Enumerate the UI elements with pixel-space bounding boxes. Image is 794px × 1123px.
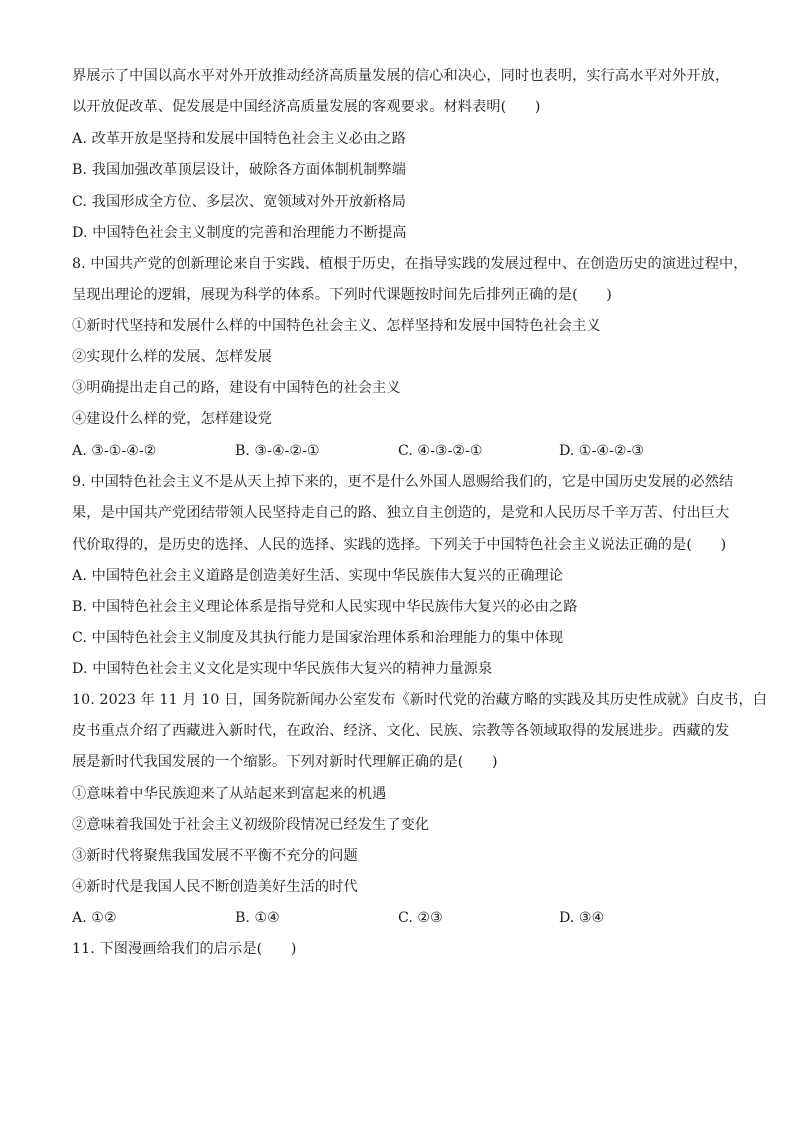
question-8-item: ③明确提出走自己的路，建设有中国特色的社会主义: [72, 380, 401, 396]
question-10-options: [72, 908, 732, 928]
option-c: C. ④-③-②-①: [398, 443, 483, 459]
answer-option: D. 中国特色社会主义文化是实现中华民族伟大复兴的精神力量源泉: [72, 661, 493, 677]
question-10-stem-line: 皮书重点介绍了西藏进入新时代，在政治、经济、文化、民族、宗教等各领域取得的发展进步。西藏的发: [72, 723, 730, 739]
option-b: B. ①④: [235, 910, 280, 926]
option-d: D. ①-④-②-③: [559, 443, 645, 459]
option-a: A. ①②: [72, 910, 117, 926]
question-10-stem-line: 展是新时代我国发展的一个缩影。下列对新时代理解正确的是( ): [72, 754, 498, 770]
option-c: C. ②③: [398, 910, 443, 926]
question-10-item: ②意味着我国处于社会主义初级阶段情况已经发生了变化: [72, 817, 430, 833]
option-a: A. ③-①-④-②: [72, 443, 157, 459]
answer-option: D. 中国特色社会主义制度的完善和治理能力不断提高: [72, 225, 407, 241]
question-10-item: ①意味着中华民族迎来了从站起来到富起来的机遇: [72, 786, 387, 802]
question-10-stem-line: 10. 2023 年 11 月 10 日，国务院新闻办公室发布《新时代党的治藏方略的实践及其历史性成就》白皮书，白: [72, 692, 768, 708]
question-8-stem-line: 呈现出理论的逻辑，展现为科学的体系。下列时代课题按时间先后排列正确的是( ): [72, 287, 612, 303]
answer-option: C. 我国形成全方位、多层次、宽领域对外开放新格局: [72, 194, 406, 210]
question-9-stem-line: 果，是中国共产党团结带领人民坚持走自己的路、独立自主创造的，是党和人民历尽千辛万苦、付出巨大: [72, 505, 730, 521]
question-10-item: ③新时代将聚焦我国发展不平衡不充分的问题: [72, 848, 358, 864]
answer-option: C. 中国特色社会主义制度及其执行能力是国家治理体系和治理能力的集中体现: [72, 630, 564, 646]
question-8-item: ②实现什么样的发展、怎样发展: [72, 349, 273, 365]
question-8-item: ①新时代坚持和发展什么样的中国特色社会主义、怎样坚持和发展中国特色社会主义: [72, 318, 601, 334]
question-8-item: ④建设什么样的党，怎样建设党: [72, 411, 273, 427]
question-9-stem-line: 9. 中国特色社会主义不是从天上掉下来的，更不是什么外国人恩赐给我们的，它是中国历史发展的必然结: [72, 474, 734, 490]
option-d: D. ③④: [559, 910, 605, 926]
question-stem-line: 界展示了中国以高水平对外开放推动经济高质量发展的信心和决心，同时也表明，实行高水平对外开放，: [72, 68, 730, 84]
question-11-stem-line: 11. 下图漫画给我们的启示是( ): [72, 941, 297, 957]
answer-option: A. 中国特色社会主义道路是创造美好生活、实现中华民族伟大复兴的正确理论: [72, 568, 564, 584]
question-8-stem-line: 8. 中国共产党的创新理论来自于实践、植根于历史，在指导实践的发展过程中、在创造历史的演进过程中，: [72, 256, 748, 272]
answer-option: A. 改革开放是坚持和发展中国特色社会主义必由之路: [72, 131, 406, 147]
answer-option: B. 中国特色社会主义理论体系是指导党和人民实现中华民族伟大复兴的必由之路: [72, 599, 578, 615]
question-9-stem-line: 代价取得的，是历史的选择、人民的选择、实践的选择。下列关于中国特色社会主义说法正确的是( ): [72, 537, 727, 553]
option-b: B. ③-④-②-①: [235, 443, 320, 459]
question-10-item: ④新时代是我国人民不断创造美好生活的时代: [72, 879, 358, 895]
question-stem-line: 以开放促改革、促发展是中国经济高质量发展的客观要求。材料表明( ): [72, 99, 541, 115]
answer-option: B. 我国加强改革顶层设计，破除各方面体制机制弊端: [72, 162, 407, 178]
question-8-options: [72, 441, 732, 461]
